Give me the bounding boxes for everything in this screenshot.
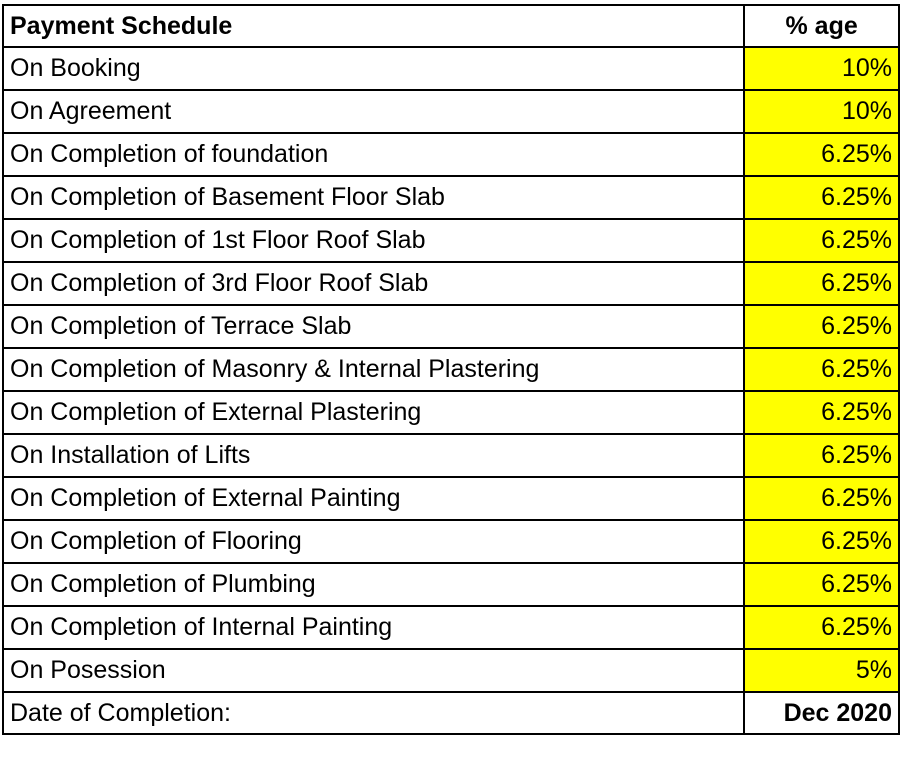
completion-date-row bbox=[3, 692, 899, 734]
header-row bbox=[3, 5, 899, 47]
stage-cell: On Posession bbox=[3, 649, 744, 692]
percentage-cell: 6.25% bbox=[744, 348, 899, 391]
table-row bbox=[3, 47, 899, 90]
table-row bbox=[3, 90, 899, 133]
stage-cell: On Completion of Terrace Slab bbox=[3, 305, 744, 348]
payment-schedule-body bbox=[3, 5, 899, 734]
stage-cell: On Completion of Flooring bbox=[3, 520, 744, 563]
stage-cell: On Completion of Basement Floor Slab bbox=[3, 176, 744, 219]
percentage-cell: 10% bbox=[744, 90, 899, 133]
percentage-cell: 6.25% bbox=[744, 176, 899, 219]
table-row bbox=[3, 348, 899, 391]
header-label-cell: Payment Schedule bbox=[3, 5, 744, 47]
stage-cell: On Completion of 3rd Floor Roof Slab bbox=[3, 262, 744, 305]
percentage-cell: 6.25% bbox=[744, 219, 899, 262]
percentage-cell: 6.25% bbox=[744, 477, 899, 520]
table-row bbox=[3, 434, 899, 477]
stage-cell: On Completion of 1st Floor Roof Slab bbox=[3, 219, 744, 262]
table-row bbox=[3, 520, 899, 563]
table-row bbox=[3, 391, 899, 434]
percentage-cell: 6.25% bbox=[744, 391, 899, 434]
stage-cell: On Booking bbox=[3, 47, 744, 90]
completion-date-value: Dec 2020 bbox=[744, 692, 899, 734]
percentage-cell: 10% bbox=[744, 47, 899, 90]
table-row bbox=[3, 133, 899, 176]
stage-cell: On Completion of External Painting bbox=[3, 477, 744, 520]
table-row bbox=[3, 649, 899, 692]
table-row bbox=[3, 606, 899, 649]
percentage-cell: 6.25% bbox=[744, 305, 899, 348]
percentage-cell: 6.25% bbox=[744, 133, 899, 176]
stage-cell: On Completion of foundation bbox=[3, 133, 744, 176]
stage-cell: On Completion of Internal Painting bbox=[3, 606, 744, 649]
table-row bbox=[3, 305, 899, 348]
table-row bbox=[3, 477, 899, 520]
table-row bbox=[3, 563, 899, 606]
header-value-cell: % age bbox=[744, 5, 899, 47]
stage-cell: On Completion of Plumbing bbox=[3, 563, 744, 606]
percentage-cell: 6.25% bbox=[744, 563, 899, 606]
percentage-cell: 6.25% bbox=[744, 434, 899, 477]
percentage-cell: 6.25% bbox=[744, 606, 899, 649]
stage-cell: On Installation of Lifts bbox=[3, 434, 744, 477]
table-row bbox=[3, 219, 899, 262]
stage-cell: On Completion of Masonry & Internal Plastering bbox=[3, 348, 744, 391]
payment-schedule-table bbox=[2, 4, 900, 735]
percentage-cell: 6.25% bbox=[744, 262, 899, 305]
percentage-cell: 5% bbox=[744, 649, 899, 692]
table-row bbox=[3, 176, 899, 219]
table-row bbox=[3, 262, 899, 305]
percentage-cell: 6.25% bbox=[744, 520, 899, 563]
completion-date-label: Date of Completion: bbox=[3, 692, 744, 734]
stage-cell: On Agreement bbox=[3, 90, 744, 133]
stage-cell: On Completion of External Plastering bbox=[3, 391, 744, 434]
